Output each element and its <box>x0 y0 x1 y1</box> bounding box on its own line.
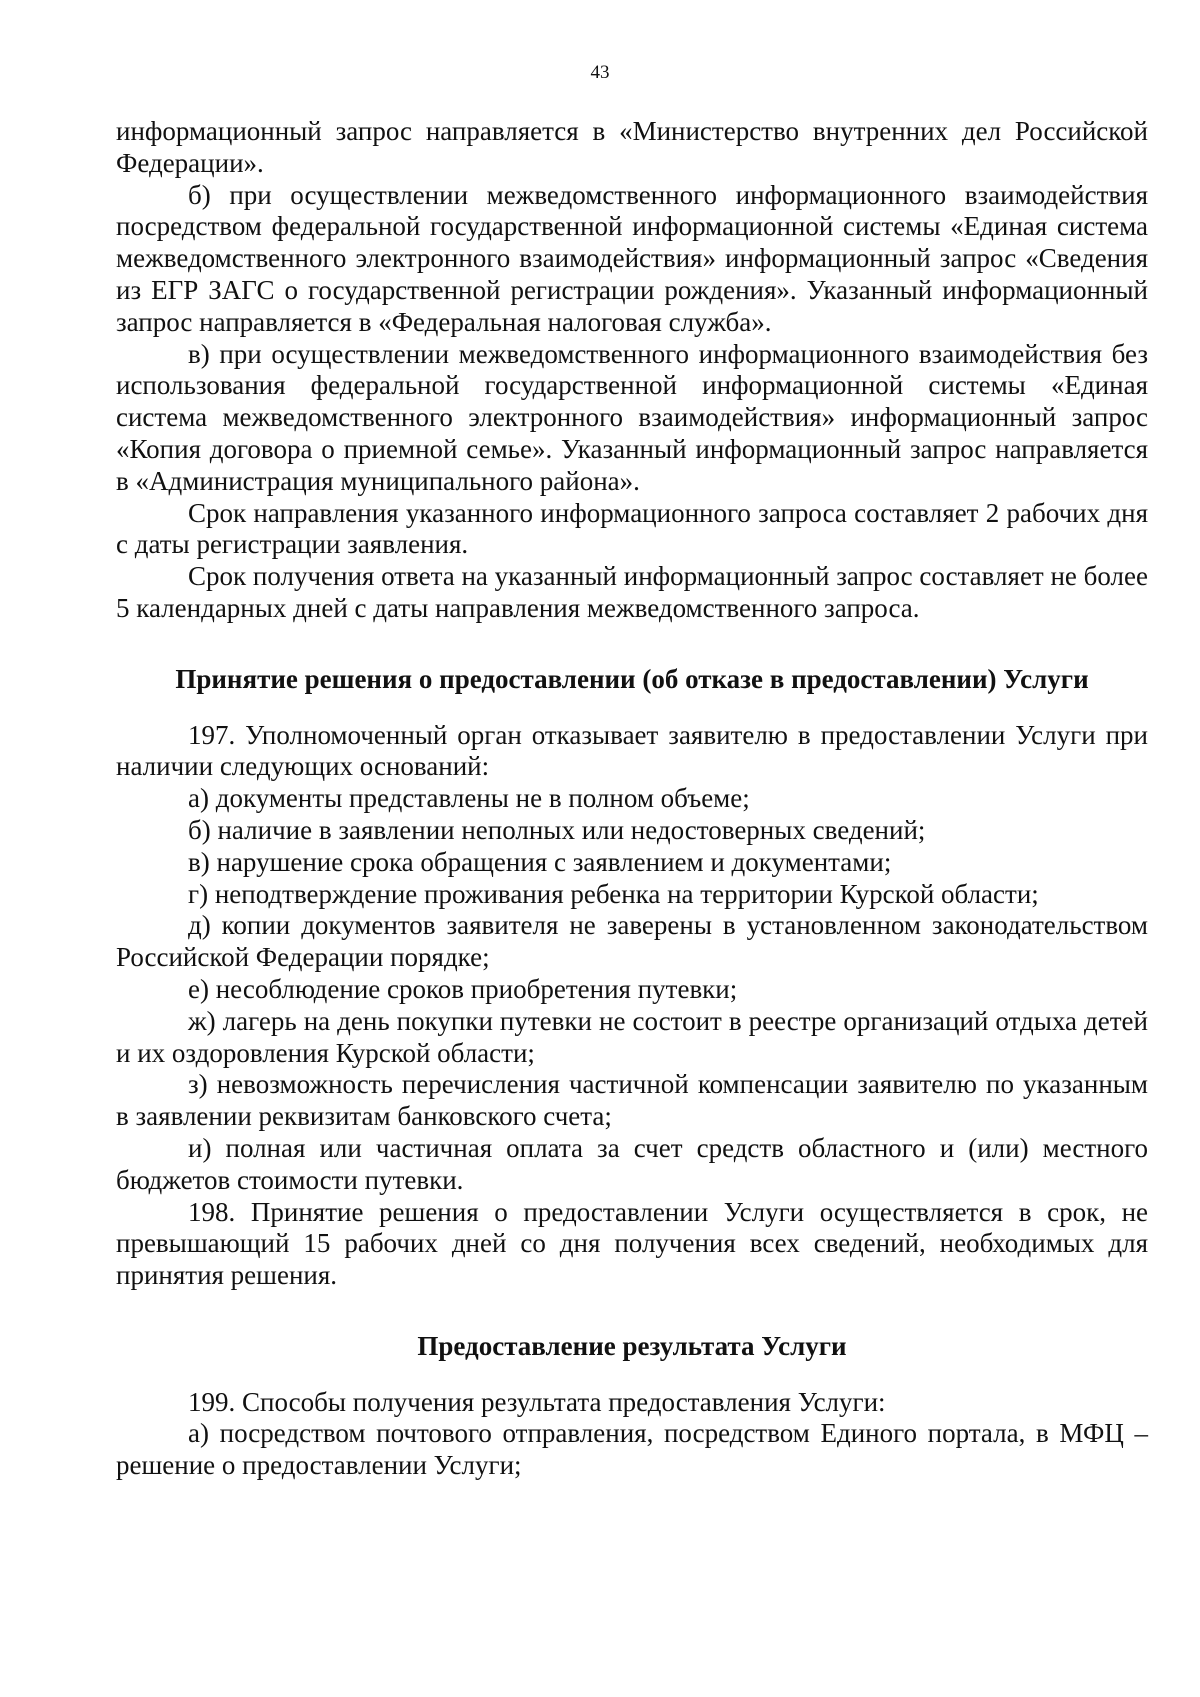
paragraph-foster-contract-request: в) при осуществлении межведомственного информационного взаимодействия без использования федеральной государственной информационной системы «Единая система межведомственного электронного взаимодействия» информационный запрос «Копия договора о приемной семье». Указанный информационный запрос направляется в «Администрация муниципального района». <box>116 338 1148 496</box>
refusal-reason-z: з) невозможность перечисления частичной компенсации заявителю по указанным в заявлении реквизитам банковского счета; <box>116 1069 1148 1132</box>
refusal-reason-a: а) документы представлены не в полном объеме; <box>188 783 750 814</box>
item-197: 197. Уполномоченный орган отказывает заявителю в предоставлении Услуги при наличии следующих оснований: <box>116 719 1148 782</box>
refusal-reason-v: в) нарушение срока обращения с заявлением и документами; <box>188 846 892 877</box>
item-198: 198. Принятие решения о предоставлении Услуги осуществляется в срок, не превышающий 15 рабочих дней со дня получения всех сведений, необходимых для принятия решения. <box>116 1196 1148 1291</box>
refusal-reason-g: г) неподтверждение проживания ребенка на территории Курской области; <box>188 878 1039 909</box>
item-199: 199. Способы получения результата предоставления Услуги: <box>188 1386 886 1417</box>
refusal-reason-i: и) полная или частичная оплата за счет средств областного и (или) местного бюджетов стоимости путевки. <box>116 1132 1148 1195</box>
paragraph-response-deadline: Срок получения ответа на указанный информационный запрос составляет не более 5 календарных дней с даты направления межведомственного запроса. <box>116 561 1148 623</box>
paragraph-mvd-request: информационный запрос направляется в «Министерство внутренних дел Российской Федерации». <box>116 116 1148 178</box>
refusal-reason-e: е) несоблюдение сроков приобретения путевки; <box>188 973 738 1004</box>
paragraph-request-deadline: Срок направления указанного информационного запроса составляет 2 рабочих дня с даты регистрации заявления. <box>116 497 1148 560</box>
refusal-reason-d: д) копии документов заявителя не заверены в установленном законодательством Российской Федерации порядке; <box>116 910 1148 973</box>
paragraph-zags-request: б) при осуществлении межведомственного информационного взаимодействия посредством федеральной государственной информационной системы «Единая система межведомственного электронного взаимодействия» информационный запрос «Сведения из ЕГР ЗАГС о государственной регистрации рождения». Указанный информационный запрос направляется в «Федеральная налоговая служба». <box>116 179 1148 337</box>
refusal-reason-b: б) наличие в заявлении неполных или недостоверных сведений; <box>188 814 926 845</box>
document-body <box>116 116 1148 1482</box>
result-method-a: а) посредством почтового отправления, посредством Единого портала, в МФЦ – решение о предоставлении Услуги; <box>116 1418 1148 1481</box>
section-heading-decision: Принятие решения о предоставлении (об отказе в предоставлении) Услуги <box>175 663 1089 694</box>
result-list <box>116 1387 1148 1482</box>
refusal-reason-zh: ж) лагерь на день покупки путевки не состоит в реестре организаций отдыха детей и их оздоровления Курской области; <box>116 1005 1148 1068</box>
page-number: 43 <box>590 62 610 83</box>
decision-list <box>116 720 1148 1292</box>
section-heading-result: Предоставление результата Услуги <box>417 1330 847 1361</box>
